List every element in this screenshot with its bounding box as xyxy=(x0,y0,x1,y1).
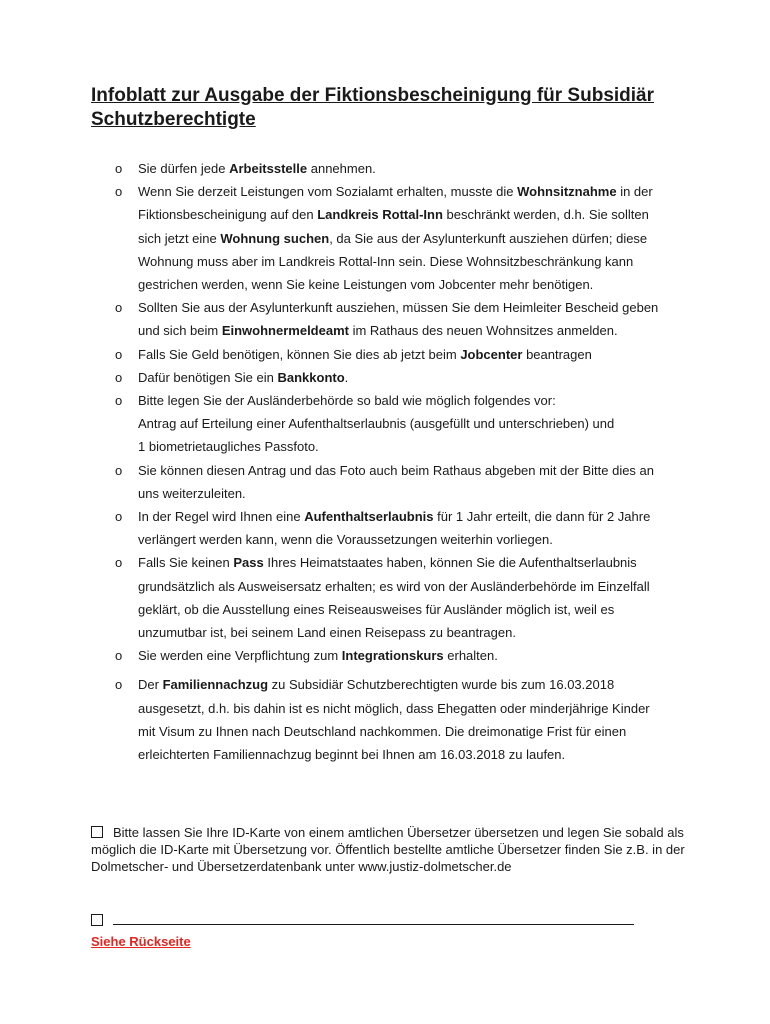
see-back-link[interactable]: Siehe Rückseite xyxy=(91,934,191,949)
bullet-icon: o xyxy=(115,462,123,478)
list-item xyxy=(0,644,668,667)
blank-line-row xyxy=(91,912,651,929)
list-item xyxy=(0,343,668,366)
list-item-text: Bitte legen Sie der Ausländerbehörde so bald wie möglich folgendes vor: xyxy=(138,393,556,409)
checkbox-icon[interactable] xyxy=(91,826,103,838)
blank-fill-line[interactable] xyxy=(113,912,634,925)
list-item-text: Dafür benötigen Sie ein xyxy=(138,369,278,385)
emphasis-text: Integrationskurs xyxy=(341,648,444,664)
emphasis-text: Jobcenter xyxy=(460,346,523,362)
list-item xyxy=(0,157,668,180)
bullet-icon: o xyxy=(115,393,123,409)
list-item xyxy=(0,389,668,459)
document-title: Infoblatt zur Ausgabe der Fiktionsbescheinigung für Subsidiär Schutzberechtigte xyxy=(91,85,655,130)
checkbox-icon[interactable] xyxy=(91,914,103,926)
list-item-text: . xyxy=(344,369,349,385)
list-item-text: Der xyxy=(138,677,163,693)
bullet-icon: o xyxy=(115,677,123,693)
list-item-text: Wenn Sie derzeit Leistungen vom Sozialamt erhalten, musste die xyxy=(138,184,518,200)
list-item xyxy=(0,296,668,342)
list-item-text: In der Regel wird Ihnen eine xyxy=(138,509,305,525)
list-item-text: zu Subsidiär Schutzberechtigten wurde bis zum 16.03.2018 ausgesetzt, d.h. bis dahin ist es nicht möglich, dass Ehegatten oder minderjährige Kinder mit Visum zu Ihnen nach Deutschland nachkommen. Die dreimonatige Frist für einen erleichterten Familiennachzug beginnt bei Ihnen am 16.03.2018 zu laufen. xyxy=(138,677,650,763)
list-item-text: Sollten Sie aus der Asylunterkunft ausziehen, müssen Sie dem Heimleiter Bescheid geben und sich beim xyxy=(138,300,659,339)
bullet-icon: o xyxy=(115,161,123,176)
bullet-icon: o xyxy=(115,555,123,571)
bullet-icon: o xyxy=(115,346,123,362)
list-item-text: beantragen xyxy=(522,346,592,362)
list-item-text: Falls Sie Geld benötigen, können Sie dies ab jetzt beim xyxy=(138,346,461,362)
list-item-text: beschränkt werden, d.h. Sie sollten sich jetzt eine xyxy=(138,207,649,246)
emphasis-text: Aufenthaltserlaubnis xyxy=(304,509,434,525)
list-item-text: Sie dürfen jede xyxy=(138,161,230,176)
bullet-icon: o xyxy=(115,184,123,200)
id-card-note-text: Bitte lassen Sie Ihre ID-Karte von einem amtlichen Übersetzer übersetzen und legen Sie sobald als möglich die ID-Karte mit Übersetzung vor. Öffentlich bestellte amtliche Übersetzer finden Sie z.B. in der Dolmetscher- und Übersetzerdatenbank unter www.justiz-dolmetscher.de xyxy=(91,825,685,874)
emphasis-text: Bankkonto xyxy=(277,369,345,385)
emphasis-text: Familiennachzug xyxy=(162,677,269,693)
bullet-icon: o xyxy=(115,648,123,664)
emphasis-text: Pass xyxy=(233,555,264,571)
list-item-text: Sie können diesen Antrag und das Foto auch beim Rathaus abgeben mit der Bitte dies an uns weiterzuleiten. xyxy=(138,462,655,501)
list-item-text: im Rathaus des neuen Wohnsitzes anmelden. xyxy=(348,323,618,339)
list-item-text: 1 biometrietaugliches Passfoto. xyxy=(138,439,319,455)
list-item xyxy=(0,551,668,644)
list-item-text: erhalten. xyxy=(443,648,498,664)
emphasis-text: Wohnsitznahme xyxy=(517,184,617,200)
emphasis-text: Wohnung suchen xyxy=(220,230,330,246)
list-item-text: , da Sie aus der Asylunterkunft ausziehen dürfen; diese Wohnung muss aber im Landkreis Rottal-Inn sein. Diese Wohnsitzbeschränkung kann gestrichen werden, wenn Sie keine Leistungen vom Jobcenter mehr benötigen. xyxy=(138,230,648,293)
list-item xyxy=(0,673,668,766)
bullet-icon: o xyxy=(115,509,123,525)
list-item xyxy=(0,366,668,389)
emphasis-text: Arbeitsstelle xyxy=(229,161,308,176)
list-item-text: Falls Sie keinen xyxy=(138,555,234,571)
list-item-text: Antrag auf Erteilung einer Aufenthaltserlaubnis (ausgefüllt und unterschrieben) und xyxy=(138,416,615,432)
emphasis-text: Landkreis Rottal-Inn xyxy=(317,207,443,223)
list-item xyxy=(0,180,668,296)
bullet-icon: o xyxy=(115,300,123,316)
list-item xyxy=(0,459,668,505)
list-item-text: in der Fiktionsbescheinigung auf den xyxy=(138,184,653,223)
info-list xyxy=(0,157,770,766)
id-card-note xyxy=(91,824,691,875)
list-item-text: Sie werden eine Verpflichtung zum xyxy=(138,648,342,664)
bullet-icon: o xyxy=(115,369,123,385)
list-item-text: Ihres Heimatstaates haben, können Sie die Aufenthaltserlaubnis grundsätzlich als Ausweisersatz erhalten; es wird von der Ausländerbehörde im Einzelfall geklärt, ob die Ausstellung eines Reiseausweises für Ausländer möglich ist, weil es unzumutbar ist, bei seinem Land einen Reisepass zu beantragen. xyxy=(138,555,650,641)
list-item-text: annehmen. xyxy=(307,161,376,176)
list-item-text: für 1 Jahr erteilt, die dann für 2 Jahre verlängert werden kann, wenn die Voraussetzungen weiterhin vorliegen. xyxy=(138,509,651,548)
emphasis-text: Einwohnermeldeamt xyxy=(221,323,349,339)
list-item xyxy=(0,505,668,551)
